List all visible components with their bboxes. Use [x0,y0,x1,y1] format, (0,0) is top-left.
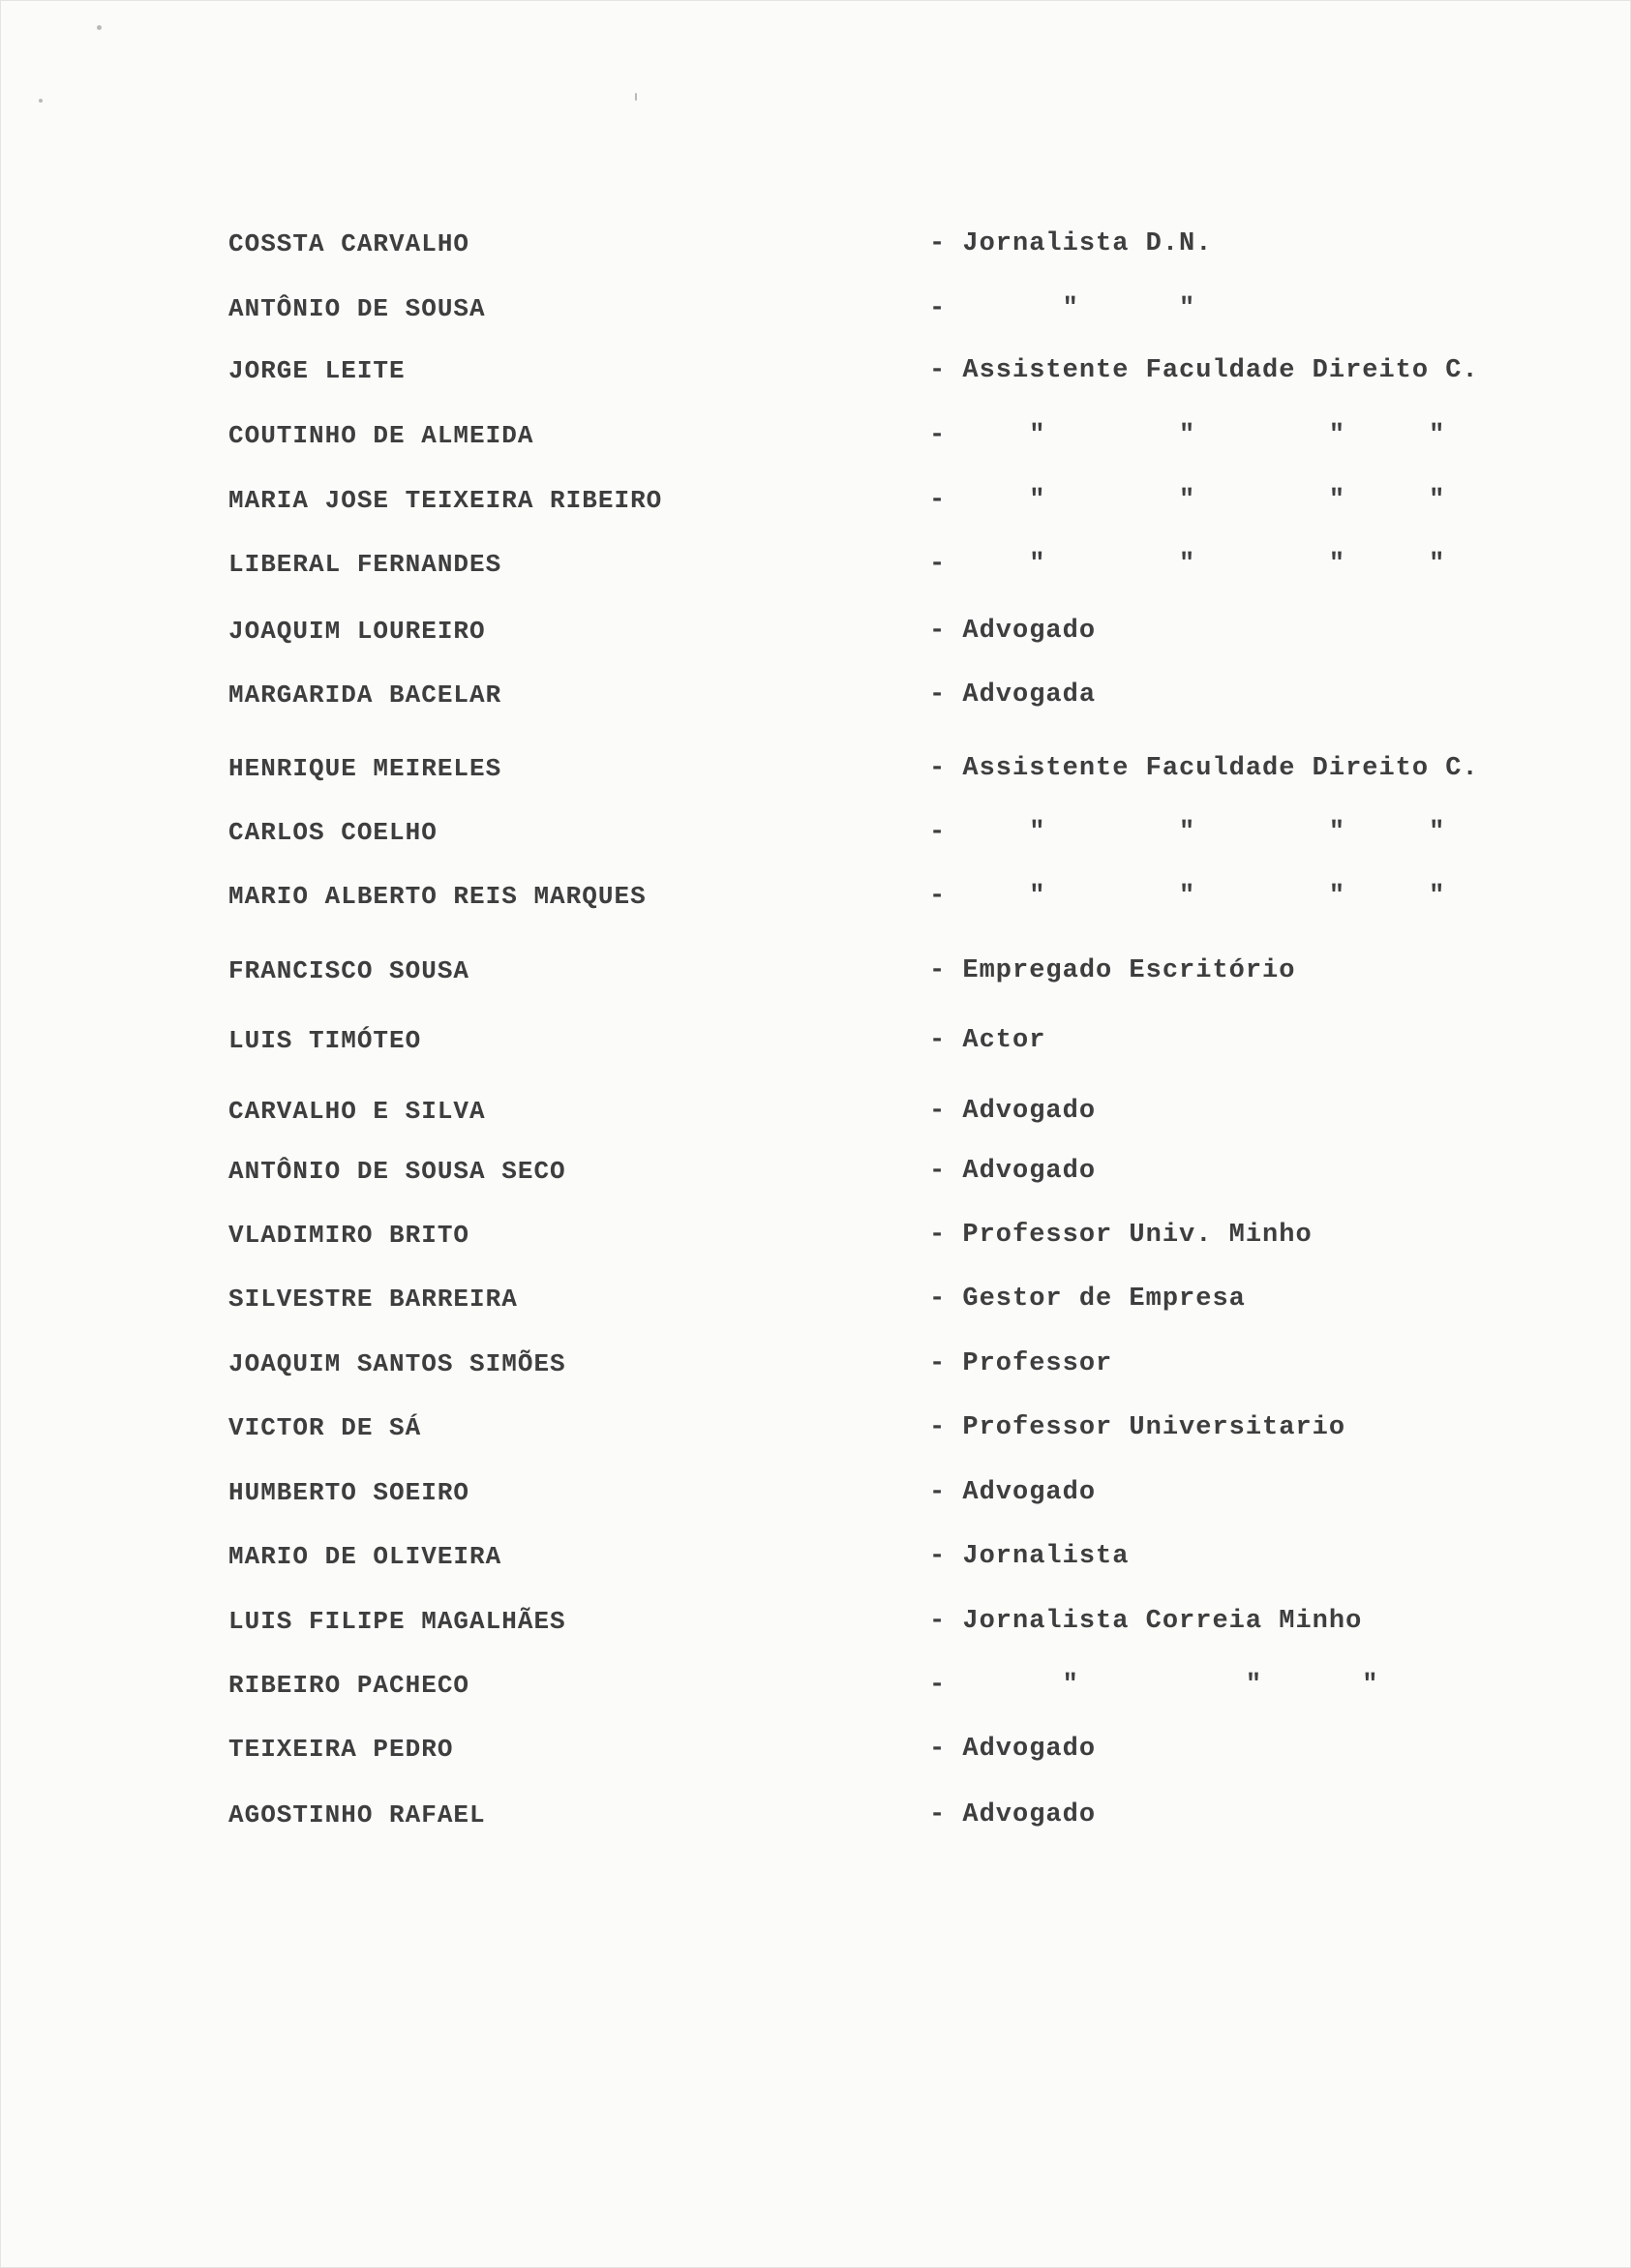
person-name: TEIXEIRA PEDRO [228,1735,454,1764]
person-role: - Gestor de Empresa [929,1285,1246,1314]
person-role: - Advogado [929,617,1097,646]
person-role: - Advogado [929,1478,1097,1507]
person-role: - " " " " [929,421,1446,450]
person-name: CARVALHO E SILVA [228,1097,486,1126]
list-item [0,1537,1631,1576]
person-name: LIBERAL FERNANDES [228,550,502,579]
person-role: - Advogada [929,680,1097,710]
person-name: VICTOR DE SÁ [228,1413,422,1442]
person-name: MARIA JOSE TEIXEIRA RIBEIRO [228,486,663,515]
list-item [0,416,1631,455]
person-name: MARGARIDA BACELAR [228,680,502,710]
list-item [0,1602,1631,1641]
list-item [0,877,1631,916]
person-role: - Empregado Escritório [929,956,1296,985]
person-name: RIBEIRO PACHECO [228,1671,470,1700]
person-role: - Advogado [929,1097,1097,1126]
person-role: - Advogado [929,1735,1097,1764]
list-item [0,351,1631,390]
person-name: LUIS TIMÓTEO [228,1026,422,1055]
person-name: MARIO ALBERTO REIS MARQUES [228,882,647,911]
person-role: - Advogado [929,1157,1097,1186]
person-name: AGOSTINHO RAFAEL [228,1800,486,1830]
list-item [0,749,1631,788]
person-name: SILVESTRE BARREIRA [228,1285,518,1314]
person-name: MARIO DE OLIVEIRA [228,1542,502,1571]
list-item [0,225,1631,263]
person-name: HUMBERTO SOEIRO [228,1478,470,1507]
list-item [0,1216,1631,1255]
list-item [0,1666,1631,1705]
person-name: FRANCISCO SOUSA [228,956,470,985]
person-name: VLADIMIRO BRITO [228,1221,470,1250]
person-name: JOAQUIM SANTOS SIMÕES [228,1349,566,1378]
list-item [0,813,1631,852]
list-item [0,545,1631,584]
list-item [0,1473,1631,1512]
person-role: - Professor Universitario [929,1413,1346,1442]
person-role: - Jornalista D.N. [929,229,1213,258]
person-role: - Assistente Faculdade Direito C. [929,356,1479,385]
list-item [0,481,1631,520]
person-role: - Professor [929,1349,1113,1378]
list-item [0,1092,1631,1131]
person-name: ANTÔNIO DE SOUSA SECO [228,1157,566,1186]
person-role: - Advogado [929,1800,1097,1830]
person-name: JOAQUIM LOUREIRO [228,617,486,646]
person-role: - " " " " [929,550,1446,579]
list-item [0,1152,1631,1191]
list-item [0,676,1631,714]
person-role: - " " [929,294,1196,323]
person-name: COUTINHO DE ALMEIDA [228,421,534,450]
person-name: HENRIQUE MEIRELES [228,754,502,783]
person-role: - " " " " [929,882,1446,911]
list-item [0,1408,1631,1447]
person-name: JORGE LEITE [228,356,406,385]
person-role: - Jornalista [929,1542,1130,1571]
person-name: CARLOS COELHO [228,818,438,847]
person-role: - Actor [929,1026,1046,1055]
list-item [0,1730,1631,1769]
person-name: COSSTA CARVALHO [228,229,470,258]
person-role: - " " " " [929,818,1446,847]
person-name: LUIS FILIPE MAGALHÃES [228,1607,566,1636]
person-role: - Jornalista Correia Minho [929,1607,1363,1636]
list-item [0,289,1631,328]
person-role: - " " " " [929,486,1446,515]
list-item [0,1345,1631,1383]
list-item [0,612,1631,650]
person-role: - Assistente Faculdade Direito C. [929,754,1479,783]
list-item [0,1021,1631,1060]
person-role: - Professor Univ. Minho [929,1221,1313,1250]
list-item [0,1280,1631,1318]
list-item [0,1796,1631,1834]
person-role: - " " " [929,1671,1379,1700]
list-item [0,952,1631,990]
person-name: ANTÔNIO DE SOUSA [228,294,486,323]
